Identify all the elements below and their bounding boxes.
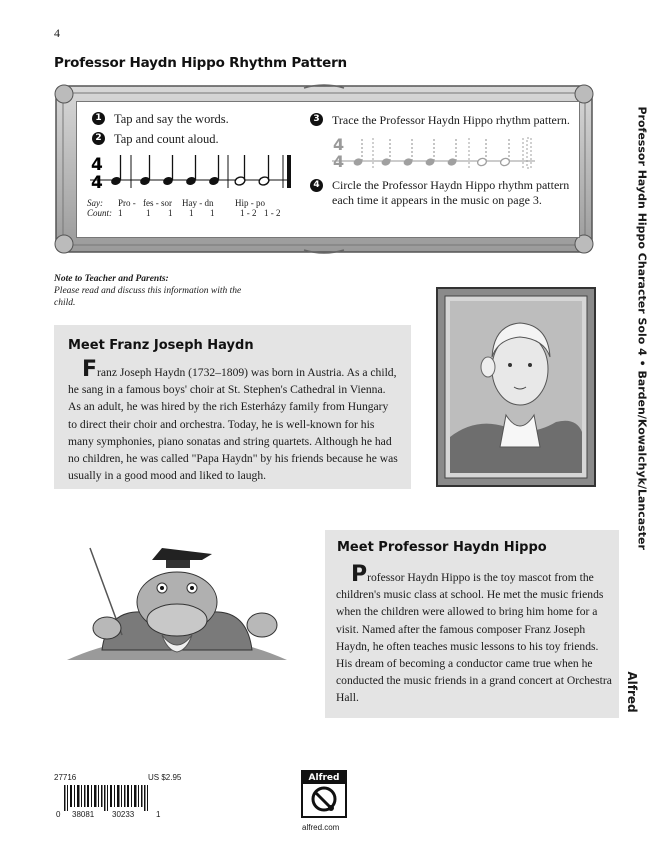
trace-staff [330, 132, 545, 172]
say-word: Hip - po [235, 198, 265, 208]
quarter-note-icon [447, 138, 458, 167]
count-value: 1 [189, 208, 194, 218]
alfred-logo-text: Alfred [303, 772, 345, 784]
hippo-illustration [62, 540, 292, 670]
step-1 [92, 111, 229, 127]
quarter-note-icon [139, 155, 151, 186]
count-value: 1 - 2 [264, 208, 281, 218]
page-title: Professor Haydn Hippo Rhythm Pattern [54, 55, 347, 71]
half-note-icon [258, 155, 270, 186]
barcode-digit: 1 [156, 810, 161, 819]
svg-text:4: 4 [333, 152, 345, 171]
count-value: 1 [168, 208, 173, 218]
step-number-4: 4 [310, 179, 323, 192]
haydn-dropcap: F [82, 357, 98, 382]
barcode-digits [56, 810, 176, 820]
alfred-logo-mark [303, 784, 345, 816]
haydn-heading: Meet Franz Joseph Haydn [68, 338, 254, 353]
quarter-note-icon [353, 138, 364, 167]
step-2-text: Tap and count aloud. [114, 132, 219, 146]
step-4-text: Circle the Professor Haydn Hippo rhythm pattern each time it appears in the music on page 3. [332, 178, 570, 207]
haydn-info-box [54, 325, 411, 489]
website: alfred.com [302, 823, 340, 832]
step-number-1: 1 [92, 112, 105, 125]
step-number-2: 2 [92, 132, 105, 145]
count-row [118, 208, 308, 218]
barcode-digit: 30233 [112, 810, 135, 819]
count-value: 1 [210, 208, 215, 218]
say-label: Say: [87, 198, 103, 208]
step-number-3: 3 [310, 113, 323, 126]
teacher-note [54, 273, 244, 309]
quarter-note-icon [110, 155, 122, 186]
quarter-note-icon [425, 138, 436, 167]
haydn-body [68, 357, 400, 484]
time-sig-top: 4 [91, 155, 103, 175]
hippo-text: rofessor Haydn Hippo is the toy mascot from the children's music class at school. He met the music friends when the children were allowed to bring him home for a visit. Named after the famous composer Franz Joseph Haydn, he often teaches music lessons to his toy friends. His dream of becoming a conductor came true when he conducted the music friends in a grand concert at Orchestra Hall. [336, 571, 612, 705]
count-label: Count: [87, 208, 113, 218]
step-3-text: Trace the Professor Haydn Hippo rhythm pattern. [332, 113, 570, 127]
time-sig-bottom: 4 [91, 173, 103, 193]
haydn-text: ranz Joseph Haydn (1732–1809) was born in Austria. As a child, he sang in a famous boys' choir at St. Stephen's Cathedral in Vienna. As an adult, he was hired by the rich Esterházy family from Hungary to direct their choir and orchestra. Today, he is well-known for his many symphonies, piano sonatas and string quartets. Although he had no children, he was called "Papa Haydn" by his friends because he was usually in a good mood and liked to laugh. [68, 366, 398, 483]
say-word: Hay - dn [182, 198, 214, 208]
side-publisher-text: Alfred [625, 671, 639, 713]
page-number: 4 [54, 26, 60, 40]
count-value: 1 [118, 208, 123, 218]
teacher-note-heading: Note to Teacher and Parents: [54, 274, 169, 284]
catalog-number: 27716 [54, 773, 77, 782]
count-value: 1 [146, 208, 151, 218]
step-4 [310, 178, 570, 208]
half-note-icon [477, 138, 488, 167]
step-1-text: Tap and say the words. [114, 112, 229, 126]
quarter-note-icon [162, 155, 174, 186]
barcode-digit: 38081 [72, 810, 95, 819]
step-2 [92, 131, 219, 147]
hippo-dropcap: P [351, 562, 368, 587]
price: US $2.95 [148, 773, 182, 782]
count-value: 1 - 2 [240, 208, 257, 218]
teacher-note-text: Please read and discuss this information with the child. [54, 286, 242, 308]
quarter-note-icon [185, 155, 197, 186]
step-3 [310, 112, 575, 128]
say-words-row [118, 198, 308, 208]
half-note-icon [234, 155, 246, 186]
rhythm-pattern-staff [88, 150, 303, 198]
say-word: fes - sor [143, 198, 172, 208]
haydn-portrait [436, 287, 596, 487]
say-word: Pro - [118, 198, 136, 208]
hippo-info-box [325, 530, 619, 718]
alfred-logo-icon [301, 770, 347, 818]
half-note-icon [500, 138, 511, 167]
hippo-body [336, 562, 614, 707]
svg-text:4: 4 [333, 135, 345, 154]
quarter-note-icon [208, 155, 220, 186]
hippo-heading: Meet Professor Haydn Hippo [337, 540, 547, 555]
side-series-text: Professor Haydn Hippo Character Solo 4 • Barden/Kowalchyk/Lancaster [635, 106, 648, 550]
quarter-note-icon [403, 138, 414, 167]
quarter-note-icon [381, 138, 392, 167]
barcode-digit: 0 [56, 810, 61, 819]
